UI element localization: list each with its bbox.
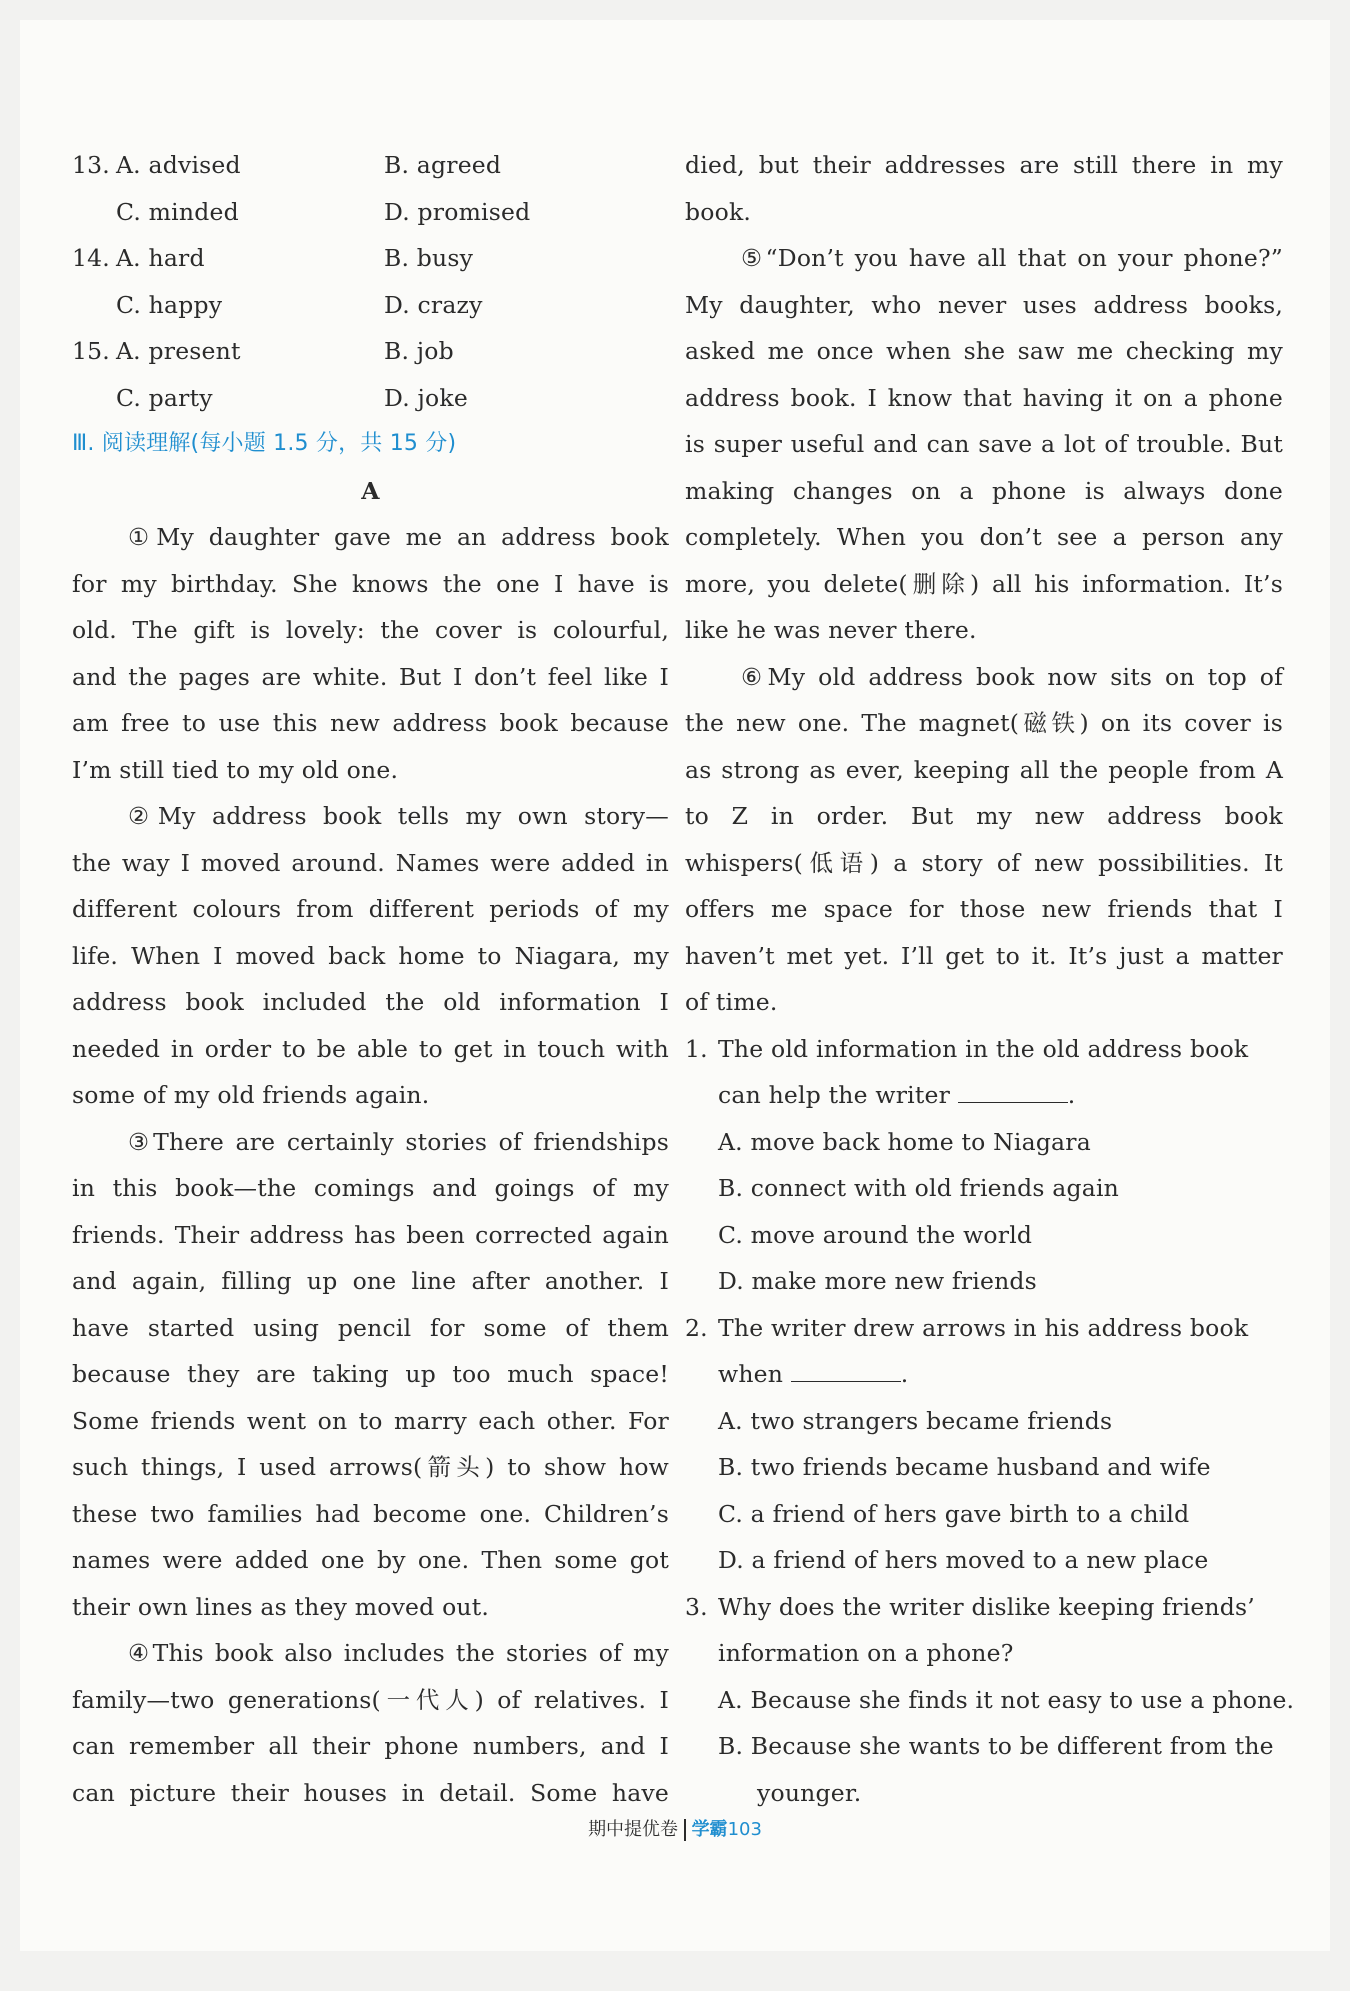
passage-line: their own lines as they moved out. <box>72 1592 490 1621</box>
passage-line: Some friends went on to marry each other. For <box>72 1406 669 1435</box>
question-number: 15. <box>72 337 110 365</box>
passage-line: haven’t met yet. I’ll get to it. It’s just a matter <box>685 941 1283 970</box>
passage-line: old. The gift is lovely: the cover is colourful, <box>72 616 669 644</box>
question-stem-cont <box>685 1351 1283 1398</box>
question-text: can help the writer <box>718 1081 951 1109</box>
option-a: A. advised <box>116 151 241 179</box>
passage-line: the way I moved around. Names were added in <box>72 848 669 877</box>
passage-line: address book. I know that having it on a phone <box>685 383 1283 412</box>
option-row <box>72 328 669 375</box>
option-c: C. minded <box>116 197 239 226</box>
passage-line: and the pages are white. But I don’t feel like I <box>72 662 669 691</box>
passage-line: because they are taking up too much space! <box>72 1360 669 1388</box>
answer-option: B. Because she wants to be different from the <box>718 1732 1274 1760</box>
footer-divider <box>684 1819 686 1841</box>
passage-line: book. <box>685 197 752 226</box>
option-d: D. promised <box>384 197 531 226</box>
passage-line: names were added one by one. Then some got <box>72 1546 669 1574</box>
passage-line: ②My address book tells my own story— <box>128 802 669 830</box>
question-stem-cont <box>685 1072 1283 1119</box>
answer-option: A. Because she finds it not easy to use a phone. <box>718 1685 1295 1714</box>
passage-line: these two families had become one. Children’s <box>72 1499 669 1528</box>
section-heading: Ⅲ. 阅读理解(每小题 1.5 分，共 15 分) <box>72 431 457 456</box>
passage-line: such things, I used arrows(箭头) to show how <box>72 1453 669 1481</box>
passage-line: of time. <box>685 988 778 1016</box>
passage-line: asked me once when she saw me checking my <box>685 337 1283 365</box>
page-footer <box>20 1815 1330 1841</box>
passage-line: can picture their houses in detail. Some have <box>72 1778 669 1807</box>
passage-line: is super useful and can save a lot of trouble. But <box>685 430 1283 458</box>
option-a: A. present <box>116 337 241 365</box>
question-number: 3. <box>685 1592 708 1621</box>
answer-blank[interactable] <box>958 1082 1068 1103</box>
passage-line: My daughter, who never uses address books, <box>685 290 1283 319</box>
page <box>20 20 1330 1951</box>
option-d: D. crazy <box>384 290 483 319</box>
answer-option-cont: younger. <box>757 1778 862 1807</box>
passage-line: some of my old friends again. <box>72 1081 430 1109</box>
question-stem <box>685 1584 1283 1631</box>
answer-option: D. a friend of hers moved to a new place <box>718 1546 1209 1574</box>
question-text: when <box>718 1360 784 1388</box>
option-a: A. hard <box>116 244 205 272</box>
option-row <box>72 142 669 189</box>
passage-line: in this book—the comings and goings of my <box>72 1174 669 1202</box>
passage-line: to Z in order. But my new address book <box>685 802 1283 830</box>
passage-line: different colours from different periods of my <box>72 895 669 923</box>
passage-line: whispers(低语) a story of new possibilities. It <box>685 848 1283 877</box>
passage-line: ⑥My old address book now sits on top of <box>741 662 1283 691</box>
passage-line: address book included the old information I <box>72 988 669 1016</box>
question-number: 13. <box>72 151 110 179</box>
answer-option: B. connect with old friends again <box>718 1174 1120 1202</box>
option-row <box>72 189 669 236</box>
question-end: . <box>900 1360 909 1388</box>
passage-line: friends. Their address has been corrected again <box>72 1220 669 1249</box>
passage-line: am free to use this new address book because <box>72 709 669 737</box>
option-c: C. happy <box>116 290 223 319</box>
page-number: 103 <box>727 1819 762 1840</box>
footer-title: 期中提优卷 <box>588 1819 679 1840</box>
question-number: 2. <box>685 1313 708 1342</box>
passage-line: life. When I moved back home to Niagara, my <box>72 941 669 970</box>
answer-option: A. two strangers became friends <box>718 1406 1113 1435</box>
passage-line: as strong as ever, keeping all the people from A <box>685 755 1283 784</box>
answer-option: D. make more new friends <box>718 1267 1037 1295</box>
answer-option: C. a friend of hers gave birth to a child <box>718 1499 1190 1528</box>
passage-line: and again, filling up one line after another. I <box>72 1267 669 1295</box>
question-text: The writer drew arrows in his address book <box>718 1313 1249 1342</box>
passage-line: ④This book also includes the stories of my <box>128 1639 669 1667</box>
passage-line: the new one. The magnet(磁铁) on its cover is <box>685 709 1283 737</box>
left-column <box>72 142 669 1816</box>
passage-line: more, you delete(删除) all his information. It’s <box>685 569 1283 598</box>
passage-line: died, but their addresses are still there in my <box>685 151 1283 179</box>
passage-label: A <box>361 476 380 505</box>
option-row <box>72 375 669 422</box>
question-stem <box>685 1026 1283 1073</box>
passage-line: offers me space for those new friends that I <box>685 895 1283 923</box>
passage-line: ⑤“Don’t you have all that on your phone?” <box>741 244 1283 272</box>
passage-line: have started using pencil for some of them <box>72 1313 669 1342</box>
question-number: 1. <box>685 1034 708 1063</box>
option-b: B. job <box>384 337 454 365</box>
passage-line: making changes on a phone is always done <box>685 476 1283 505</box>
answer-option: A. move back home to Niagara <box>718 1127 1091 1156</box>
passage-line: can remember all their phone numbers, and I <box>72 1732 669 1760</box>
question-text: The old information in the old address book <box>718 1034 1249 1063</box>
question-text: Why does the writer dislike keeping friends’ <box>718 1592 1255 1621</box>
answer-option: B. two friends became husband and wife <box>718 1453 1211 1481</box>
footer-brand: 学霸 <box>691 1819 728 1840</box>
right-column <box>685 142 1295 1816</box>
answer-blank[interactable] <box>791 1361 901 1382</box>
passage-line: I’m still tied to my old one. <box>72 755 399 784</box>
question-stem <box>685 1305 1283 1352</box>
passage-line: ①My daughter gave me an address book <box>128 523 669 551</box>
option-row <box>72 282 669 329</box>
option-c: C. party <box>116 383 213 412</box>
option-b: B. busy <box>384 244 474 272</box>
question-stem-cont: information on a phone? <box>718 1639 1014 1667</box>
passage-line: completely. When you don’t see a person any <box>685 523 1283 551</box>
option-row <box>72 235 669 282</box>
passage-line: family—two generations(一代人) of relatives. I <box>72 1685 669 1714</box>
option-b: B. agreed <box>384 151 502 179</box>
passage-line: like he was never there. <box>685 616 977 644</box>
question-number: 14. <box>72 244 110 272</box>
option-d: D. joke <box>384 383 468 412</box>
passage-line: for my birthday. She knows the one I have is <box>72 569 669 598</box>
answer-option: C. move around the world <box>718 1220 1033 1249</box>
passage-line: needed in order to be able to get in touch with <box>72 1034 669 1063</box>
passage-line: ③There are certainly stories of friendships <box>128 1127 669 1156</box>
question-end: . <box>1067 1081 1076 1109</box>
